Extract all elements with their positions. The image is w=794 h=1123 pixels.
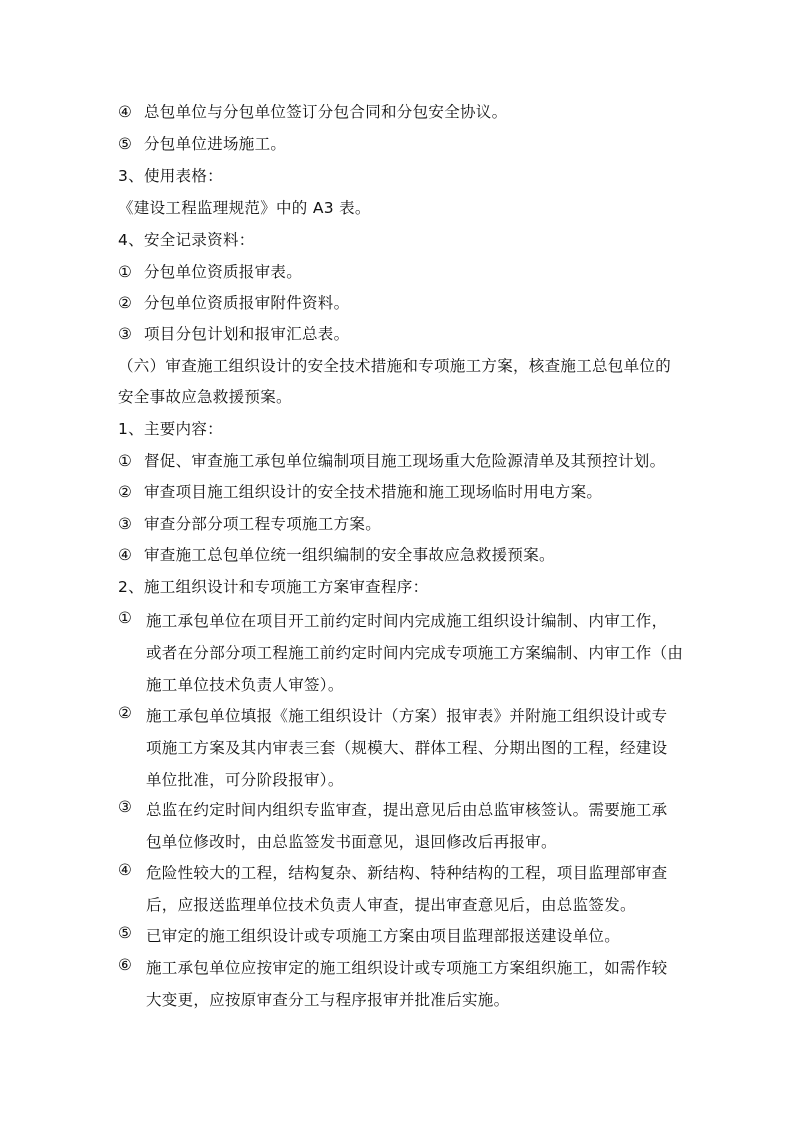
list-item bbox=[118, 134, 286, 154]
item-number: ⑤ bbox=[118, 924, 133, 942]
item-text: 审查施工总包单位统一组织编制的安全事故应急救援预案。 bbox=[144, 546, 555, 564]
item-text-line: 施工单位技术负责人审签）。 bbox=[146, 676, 344, 694]
item-text: 审查分部分项工程专项施工方案。 bbox=[144, 515, 382, 533]
item-number: ③ bbox=[118, 515, 133, 533]
section-heading: 4、安全记录资料： bbox=[118, 231, 255, 249]
list-item bbox=[118, 102, 507, 122]
item-text: 审查项目施工组织设计的安全技术措施和施工现场临时用电方案。 bbox=[144, 483, 603, 501]
item-text: 总包单位与分包单位签订分包合同和分包安全协议。 bbox=[144, 103, 508, 121]
section-heading: 2、施工组织设计和专项施工方案审查程序： bbox=[118, 578, 429, 596]
item-text-line: 或者在分部分项工程施工前约定时间内完成专项施工方案编制、内审工作（由 bbox=[146, 644, 684, 662]
list-item bbox=[118, 293, 349, 313]
item-number: ④ bbox=[118, 546, 133, 564]
section-heading: 3、使用表格： bbox=[118, 167, 223, 185]
section-heading: 1、主要内容： bbox=[118, 420, 223, 438]
item-text: 分包单位资质报审附件资料。 bbox=[144, 294, 350, 312]
item-number: ② bbox=[118, 294, 133, 312]
item-text-line: 危险性较大的工程，结构复杂、新结构、特种结构的工程，项目监理部审查 bbox=[146, 864, 668, 882]
list-item bbox=[118, 324, 349, 344]
item-number: ① bbox=[118, 263, 133, 281]
item-number: ③ bbox=[118, 325, 133, 343]
item-text: 项目分包计划和报审汇总表。 bbox=[144, 325, 350, 343]
item-number: ④ bbox=[118, 103, 133, 121]
item-text: 分包单位进场施工。 bbox=[144, 135, 287, 153]
section-heading-continued: 安全事故应急救援预案。 bbox=[118, 388, 292, 406]
item-number: ② bbox=[118, 704, 133, 722]
section-heading: （六）审查施工组织设计的安全技术措施和专项施工方案，核查施工总包单位的 bbox=[118, 357, 672, 375]
list-item bbox=[118, 262, 302, 282]
item-number: ⑥ bbox=[118, 956, 133, 974]
item-text-line: 施工承包单位填报《施工组织设计（方案）报审表》并附施工组织设计或专 bbox=[146, 707, 668, 725]
item-text-line: 施工承包单位应按审定的施工组织设计或专项施工方案组织施工，如需作较 bbox=[146, 959, 668, 977]
paragraph: 《建设工程监理规范》中的 A3 表。 bbox=[118, 199, 371, 217]
list-item bbox=[118, 482, 602, 502]
item-text-line: 后，应报送监理单位技术负责人审查，提出审查意见后，由总监签发。 bbox=[146, 896, 636, 914]
item-text-line: 大变更，应按原审查分工与程序报审并批准后实施。 bbox=[146, 991, 510, 1009]
item-number: ④ bbox=[118, 861, 133, 879]
item-number: ① bbox=[118, 452, 133, 470]
item-text-line: 已审定的施工组织设计或专项施工方案由项目监理部报送建设单位。 bbox=[146, 927, 621, 945]
item-text-line: 施工承包单位在项目开工前约定时间内完成施工组织设计编制、内审工作， bbox=[146, 612, 668, 630]
item-text: 督促、审查施工承包单位编制项目施工现场重大危险源清单及其预控计划。 bbox=[144, 452, 666, 470]
list-item bbox=[118, 514, 381, 534]
item-text: 分包单位资质报审表。 bbox=[144, 263, 303, 281]
list-item bbox=[118, 451, 665, 471]
list-item bbox=[118, 545, 555, 565]
item-text-line: 单位批准，可分阶段报审）。 bbox=[146, 771, 344, 789]
item-number: ③ bbox=[118, 798, 133, 816]
item-number: ⑤ bbox=[118, 135, 133, 153]
item-text-line: 包单位修改时，由总监签发书面意见，退回修改后再报审。 bbox=[146, 833, 557, 851]
item-number: ① bbox=[118, 609, 133, 627]
item-number: ② bbox=[118, 483, 133, 501]
item-text-line: 项施工方案及其内审表三套（规模大、群体工程、分期出图的工程，经建设 bbox=[146, 739, 668, 757]
item-text-line: 总监在约定时间内组织专监审查，提出意见后由总监审核签认。需要施工承 bbox=[146, 801, 668, 819]
